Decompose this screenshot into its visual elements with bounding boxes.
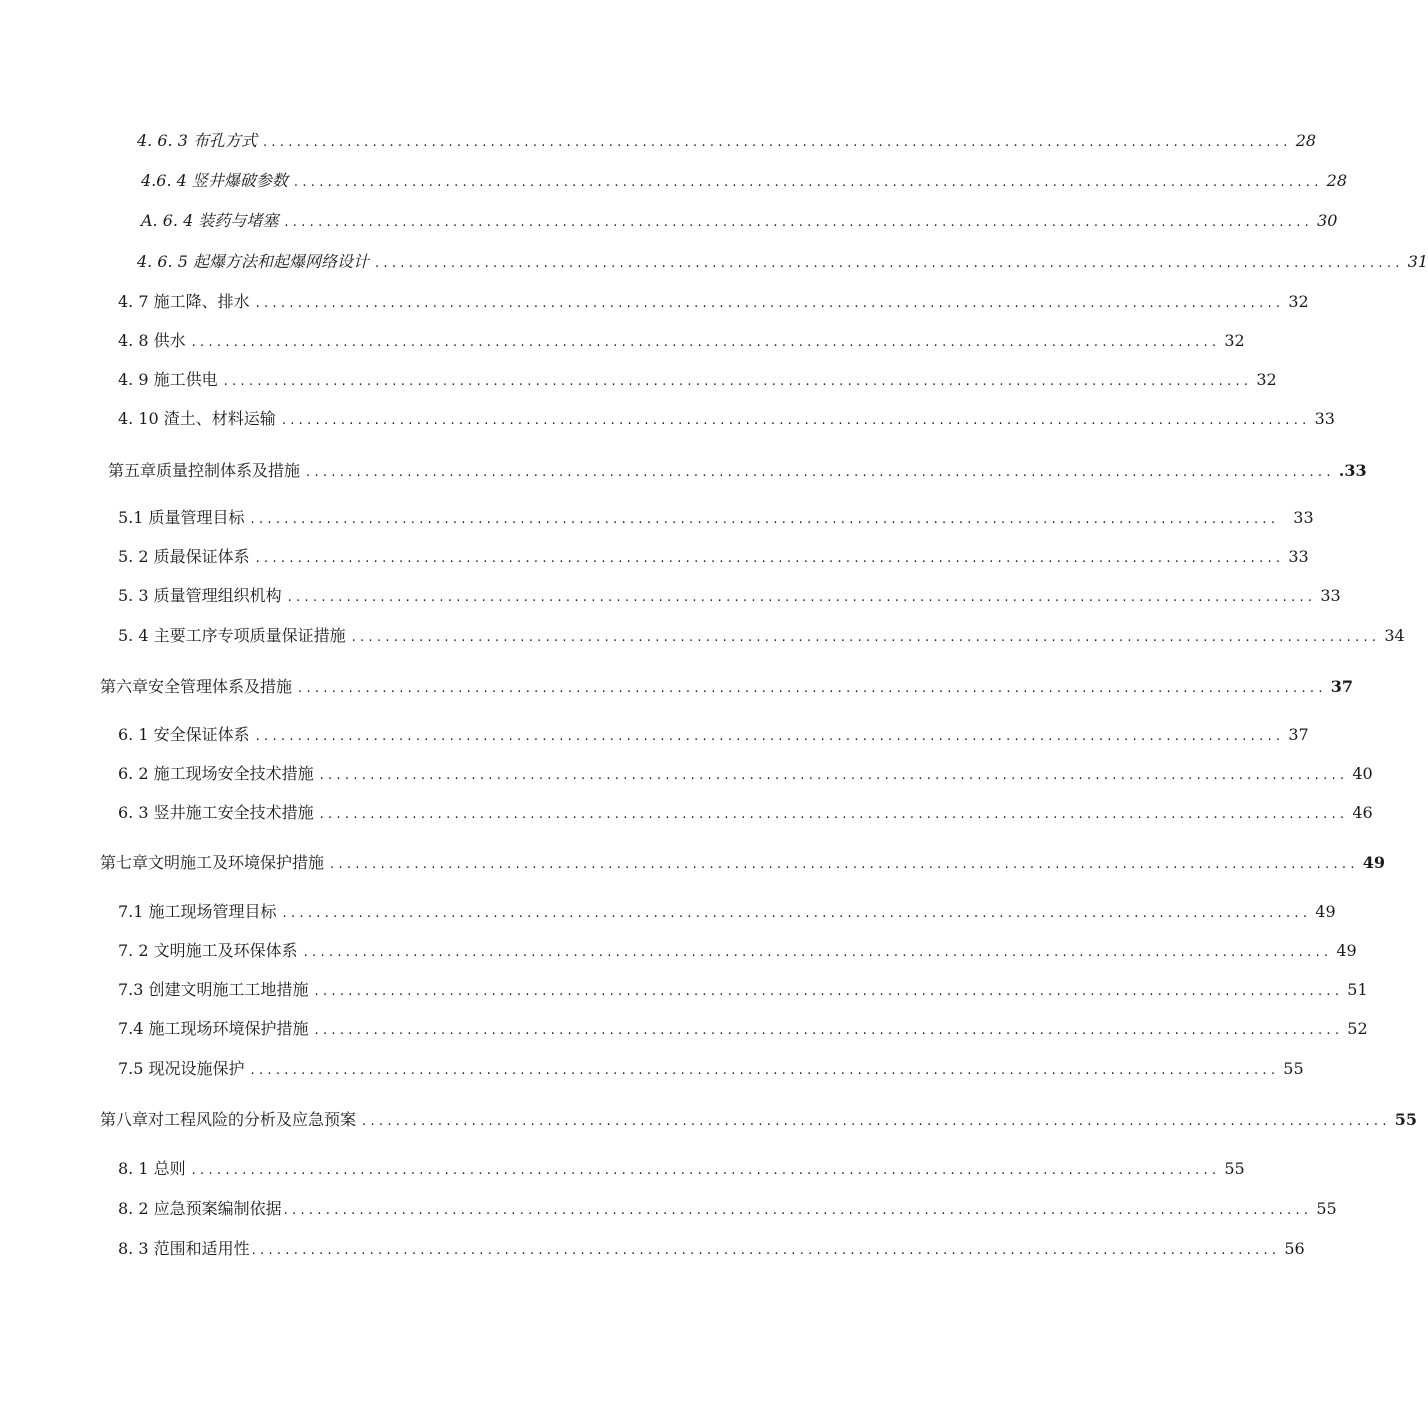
toc-leader-dots: .......................................................................................................................... [351,630,1381,645]
toc-entry-6-2 [118,763,1373,785]
toc-entry-4-10 [118,408,1335,430]
toc-leader-dots: .......................................................................................................................... [250,1063,1280,1078]
toc-entry-page: 46 [1352,803,1373,822]
toc-leader-dots: .......................................................................................................................... [255,551,1285,566]
toc-chapter-label: 第八章对工程风险的分析及应急预案 [100,1110,357,1129]
toc-entry-4-6-3 [137,130,1317,152]
toc-entry-label: 4. 9 施工供电 [118,370,218,389]
toc-entry-label: 6. 1 安全保证体系 [118,725,250,744]
toc-entry-6-3 [118,802,1373,824]
toc-leader-dots: .......................................................................................................................... [284,215,1314,230]
toc-leader-dots: .......................................................................................................................... [287,590,1317,605]
toc-entry-5-1 [118,507,1314,529]
toc-entry-page: 51 [1347,980,1368,999]
toc-entry-page: 33 [1314,409,1335,428]
toc-leader-dots: .......................................................................................................................... [314,984,1344,999]
toc-entry-5-2 [118,546,1309,568]
toc-entry-7-5 [118,1058,1304,1080]
toc-entry-label: 7. 2 文明施工及环保体系 [118,941,298,960]
toc-leader-dots: .......................................................................................................................... [250,512,1280,527]
toc-entry-label: 4. 8 供水 [118,331,186,350]
toc-entry-page: 32 [1224,331,1245,350]
toc-entry-page: 33 [1320,586,1341,605]
toc-entry-label: 5. 4 主要工序专项质量保证措施 [118,626,346,645]
toc-chapter-label: 第六章安全管理体系及措施 [100,677,293,696]
toc-entry-4-6-5 [137,251,1428,273]
toc-chapter-6 [100,676,1354,698]
toc-entry-label: 8. 1 总则 [118,1159,186,1178]
toc-entry-8-3 [118,1238,1305,1260]
toc-chapter-7 [100,852,1386,874]
toc-leader-dots: .......................................................................................................................... [362,1114,1391,1129]
toc-entry-label: 7.3 创建文明施工工地措施 [118,980,309,999]
toc-leader-dots: .......................................................................................................................... [306,465,1335,480]
toc-leader-dots: .......................................................................................................................... [282,906,1312,921]
toc-entry-8-2 [118,1198,1337,1220]
toc-entry-page: 33 [1288,547,1309,566]
toc-leader-dots: .......................................................................................................................... [223,374,1253,389]
toc-leader-dots: .......................................................................................................................... [314,1023,1344,1038]
toc-entry-page: 32 [1256,370,1277,389]
toc-entry-label: 5. 2 质最保证体系 [118,547,250,566]
toc-entry-page: 37 [1288,725,1309,744]
toc-leader-dots: .......................................................................................................................... [303,945,1333,960]
toc-leader-dots: .......................................................................................................................... [330,857,1359,872]
toc-entry-7-3 [118,979,1368,1001]
toc-leader-dots: .......................................................................................................................... [281,413,1311,428]
toc-entry-page: 34 [1384,626,1405,645]
toc-entry-label: 5.1 质量管理目标 [118,508,245,527]
toc-entry-label: 4. 10 渣土、材料运输 [118,409,276,428]
toc-leader-dots: .......................................................................................................................... [251,1243,1281,1258]
toc-entry-label: 7.1 施工现场管理目标 [118,902,277,921]
toc-entry-a-6-4 [141,210,1338,232]
toc-entry-label: A. 6. 4 装药与堵塞 [141,211,279,230]
toc-entry-7-1 [118,901,1336,923]
toc-chapter-8 [100,1109,1418,1131]
toc-entry-7-2 [118,940,1357,962]
toc-entry-page: 32 [1288,292,1309,311]
toc-entry-page: 56 [1284,1239,1305,1258]
toc-leader-dots: .......................................................................................................................... [255,729,1285,744]
toc-entry-label: 5. 3 质量管理组织机构 [118,586,282,605]
toc-entry-7-4 [118,1018,1368,1040]
toc-entry-label: 4.6. 4 竖井爆破参数 [141,171,288,190]
toc-leader-dots: .......................................................................................................................... [255,296,1285,311]
toc-leader-dots: .......................................................................................................................... [191,1163,1221,1178]
toc-leader-dots: .......................................................................................................................... [293,175,1323,190]
toc-entry-page: 31 [1407,252,1428,271]
toc-entry-8-1 [118,1158,1245,1180]
toc-chapter-page: 37 [1330,677,1354,696]
toc-entry-4-6-4 [141,170,1347,192]
toc-entry-page: 49 [1315,902,1336,921]
toc-entry-label: 4. 7 施工降、排水 [118,292,250,311]
toc-entry-page: 30 [1317,211,1338,230]
toc-entry-4-8 [118,330,1245,352]
toc-entry-page: 28 [1326,171,1347,190]
toc-entry-label: 6. 3 竖井施工安全技术措施 [118,803,314,822]
toc-entry-5-3 [118,585,1341,607]
toc-entry-label: 6. 2 施工现场安全技术措施 [118,764,314,783]
toc-entry-page: 52 [1347,1019,1368,1038]
toc-entry-5-4 [118,625,1405,647]
toc-leader-dots: .......................................................................................................................... [262,135,1292,150]
toc-leader-dots: .......................................................................................................................... [319,807,1349,822]
toc-chapter-page: 55 [1394,1110,1418,1129]
toc-entry-label: 4. 6. 3 布孔方式 [137,131,257,150]
toc-entry-label: 8. 3 范围和适用性 [118,1239,250,1258]
toc-entry-page: 40 [1352,764,1373,783]
toc-leader-dots: .......................................................................................................................... [298,681,1327,696]
toc-entry-page: 55 [1224,1159,1245,1178]
toc-chapter-5 [108,460,1367,482]
toc-chapter-label: 第七章文明施工及环境保护措施 [100,853,325,872]
toc-entry-4-7 [118,291,1309,313]
toc-leader-dots: .......................................................................................................................... [191,335,1221,350]
toc-chapter-page: 49 [1362,853,1386,872]
toc-chapter-page: .33 [1338,461,1367,480]
toc-leader-dots: .......................................................................................................................... [283,1203,1313,1218]
toc-entry-page: 28 [1295,131,1317,150]
toc-leader-dots: .......................................................................................................................... [374,256,1404,271]
toc-entry-label: 4. 6. 5 起爆方法和起爆网络设计 [137,252,369,271]
toc-leader-dots: .......................................................................................................................... [319,768,1349,783]
toc-chapter-label: 第五章质量控制体系及措施 [108,461,301,480]
toc-entry-page: 55 [1316,1199,1337,1218]
toc-entry-6-1 [118,724,1309,746]
toc-entry-label: 8. 2 应急预案编制依据 [118,1199,282,1218]
toc-entry-page: 49 [1336,941,1357,960]
toc-entry-page: 33 [1293,508,1314,527]
toc-entry-label: 7.5 现况设施保护 [118,1059,245,1078]
toc-entry-label: 7.4 施工现场环境保护措施 [118,1019,309,1038]
toc-entry-4-9 [118,369,1277,391]
toc-entry-page: 55 [1283,1059,1304,1078]
